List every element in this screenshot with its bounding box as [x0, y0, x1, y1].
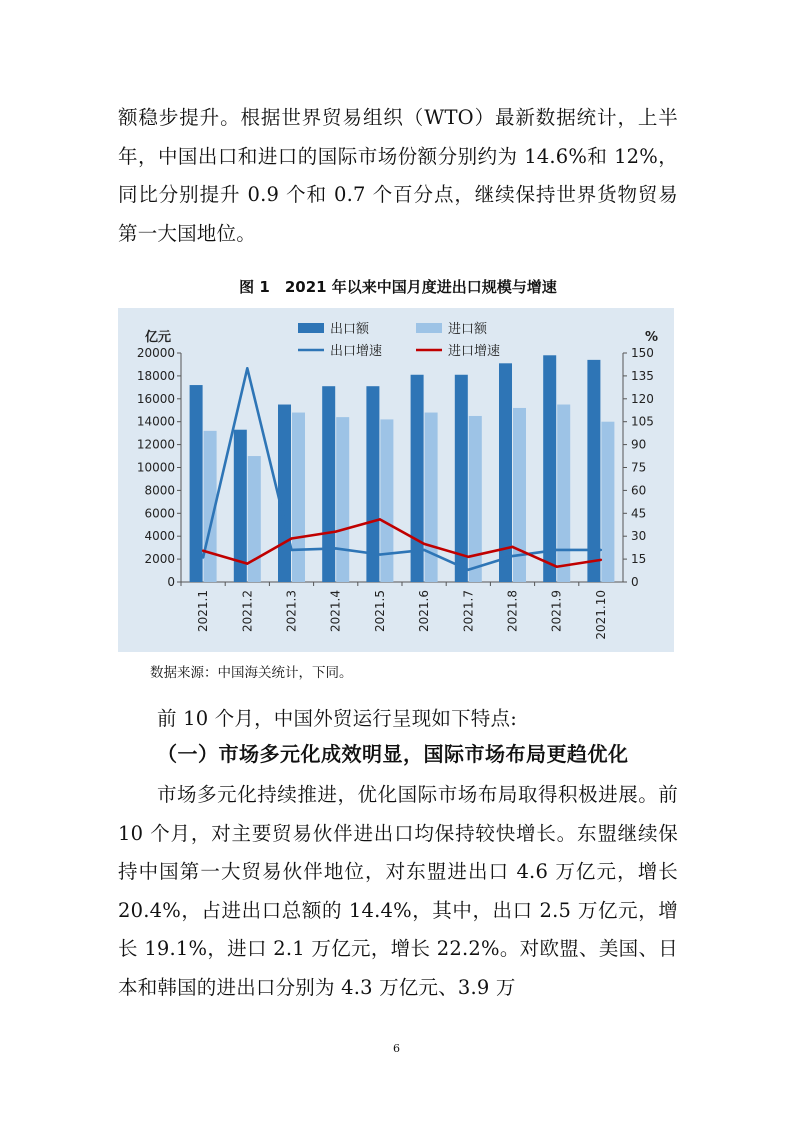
bar-import: [380, 419, 393, 582]
point-export-growth: [246, 367, 248, 369]
line-export-growth: [203, 368, 601, 570]
y-left-tick-label: 16000: [136, 391, 175, 406]
legend-label: 进口额: [448, 322, 488, 337]
point-export-growth: [290, 549, 292, 551]
x-tick-label: 2021.9: [549, 590, 564, 632]
y-right-unit-label: %: [645, 330, 659, 345]
y-right-tick-label: 30: [631, 529, 647, 544]
legend-swatch: [416, 323, 442, 333]
bar-export: [543, 355, 556, 582]
bar-import: [601, 422, 614, 582]
x-tick-label: 2021.1: [196, 590, 211, 632]
point-import-growth: [335, 530, 337, 532]
y-left-tick-label: 4000: [144, 529, 175, 544]
x-tick-label: 2021.2: [240, 590, 255, 632]
y-left-tick-label: 14000: [136, 414, 175, 429]
point-export-growth: [202, 556, 204, 558]
y-right-tick-label: 60: [631, 483, 647, 498]
y-left-tick-label: 6000: [144, 506, 175, 521]
y-left-tick-label: 12000: [136, 437, 175, 452]
bar-import: [336, 417, 349, 582]
y-left-tick-label: 0: [167, 575, 175, 589]
bar-import: [557, 405, 570, 582]
point-export-growth: [556, 549, 558, 551]
x-tick-label: 2021.5: [372, 590, 387, 632]
legend-label: 出口增速: [330, 344, 383, 359]
x-tick-label: 2021.8: [505, 590, 520, 632]
y-left-tick-label: 2000: [144, 552, 175, 567]
point-import-growth: [290, 537, 292, 539]
point-import-growth: [556, 566, 558, 568]
paragraph-world-share: 额稳步提升。根据世界贸易组织（WTO）最新数据统计，上半年，中国出口和进口的国际市场份额分别约为 14.6%和 12%，同比分别提升 0.9 个和 0.7 个百分点，继续保持世界货物贸易第一大国地位。: [118, 106, 678, 245]
point-export-growth: [379, 553, 381, 555]
bar-import: [425, 413, 438, 582]
paragraph-market-diversification: 市场多元化持续推进，优化国际市场布局取得积极进展。前 10 个月，对主要贸易伙伴进出口均保持较快增长。东盟继续保持中国第一大贸易伙伴地位，对东盟进出口 4.6 万亿元，增长 20.4%，占进出口总额的 14.4%，其中，出口 2.5 万亿元，增长 19.1%，进口 2.1 万亿元，增长 22.2%。对欧盟、美国、日本和韩国的进出口分别为 4.3 万亿元、3.9 万: [118, 783, 678, 999]
data-source-note: 数据来源：中国海关统计，下同。: [150, 665, 353, 681]
point-import-growth: [379, 518, 381, 520]
x-tick-label: 2021.10: [593, 590, 608, 640]
y-right-tick-label: 75: [631, 460, 647, 475]
bar-import: [292, 413, 305, 582]
point-export-growth: [467, 569, 469, 571]
point-export-growth: [600, 549, 602, 551]
point-import-growth: [202, 550, 204, 552]
y-left-tick-label: 8000: [144, 483, 175, 498]
point-import-growth: [246, 562, 248, 564]
legend-swatch: [298, 323, 324, 333]
bar-export: [278, 405, 291, 582]
x-tick-label: 2021.7: [461, 590, 476, 632]
legend-label: 进口增速: [448, 344, 501, 359]
y-left-tick-label: 10000: [136, 460, 175, 475]
y-left-unit-label: 亿元: [144, 330, 171, 345]
line-import-growth: [203, 519, 601, 566]
y-right-tick-label: 150: [631, 346, 654, 360]
y-left-tick-label: 20000: [136, 346, 175, 360]
y-right-tick-label: 90: [631, 437, 647, 452]
y-right-tick-label: 0: [631, 575, 639, 589]
bar-export: [455, 375, 468, 582]
point-import-growth: [511, 546, 513, 548]
bar-export: [322, 386, 335, 582]
bar-export: [190, 385, 203, 582]
chart-svg: [118, 308, 674, 652]
y-right-tick-label: 120: [631, 391, 654, 406]
page-number: 6: [393, 1042, 400, 1055]
x-tick-label: 2021.6: [417, 590, 432, 632]
trade-chart: [118, 308, 674, 652]
point-import-growth: [423, 543, 425, 545]
y-right-tick-label: 15: [631, 552, 647, 567]
point-export-growth: [511, 555, 513, 557]
point-import-growth: [600, 559, 602, 561]
x-tick-label: 2021.4: [328, 590, 343, 632]
point-export-growth: [423, 549, 425, 551]
legend-label: 出口额: [330, 322, 370, 337]
x-tick-label: 2021.3: [284, 590, 299, 632]
paragraph-intro: 前 10 个月，中国外贸运行呈现如下特点:: [157, 707, 517, 730]
section-heading: （一）市场多元化成效明显，国际市场布局更趋优化: [157, 742, 629, 766]
y-right-tick-label: 135: [631, 368, 654, 383]
point-import-growth: [467, 556, 469, 558]
figure-title: 图 1 2021 年以来中国月度进出口规模与增速: [239, 278, 557, 296]
y-right-tick-label: 45: [631, 506, 647, 521]
y-left-tick-label: 18000: [136, 368, 175, 383]
point-export-growth: [335, 547, 337, 549]
y-right-tick-label: 105: [631, 414, 654, 429]
